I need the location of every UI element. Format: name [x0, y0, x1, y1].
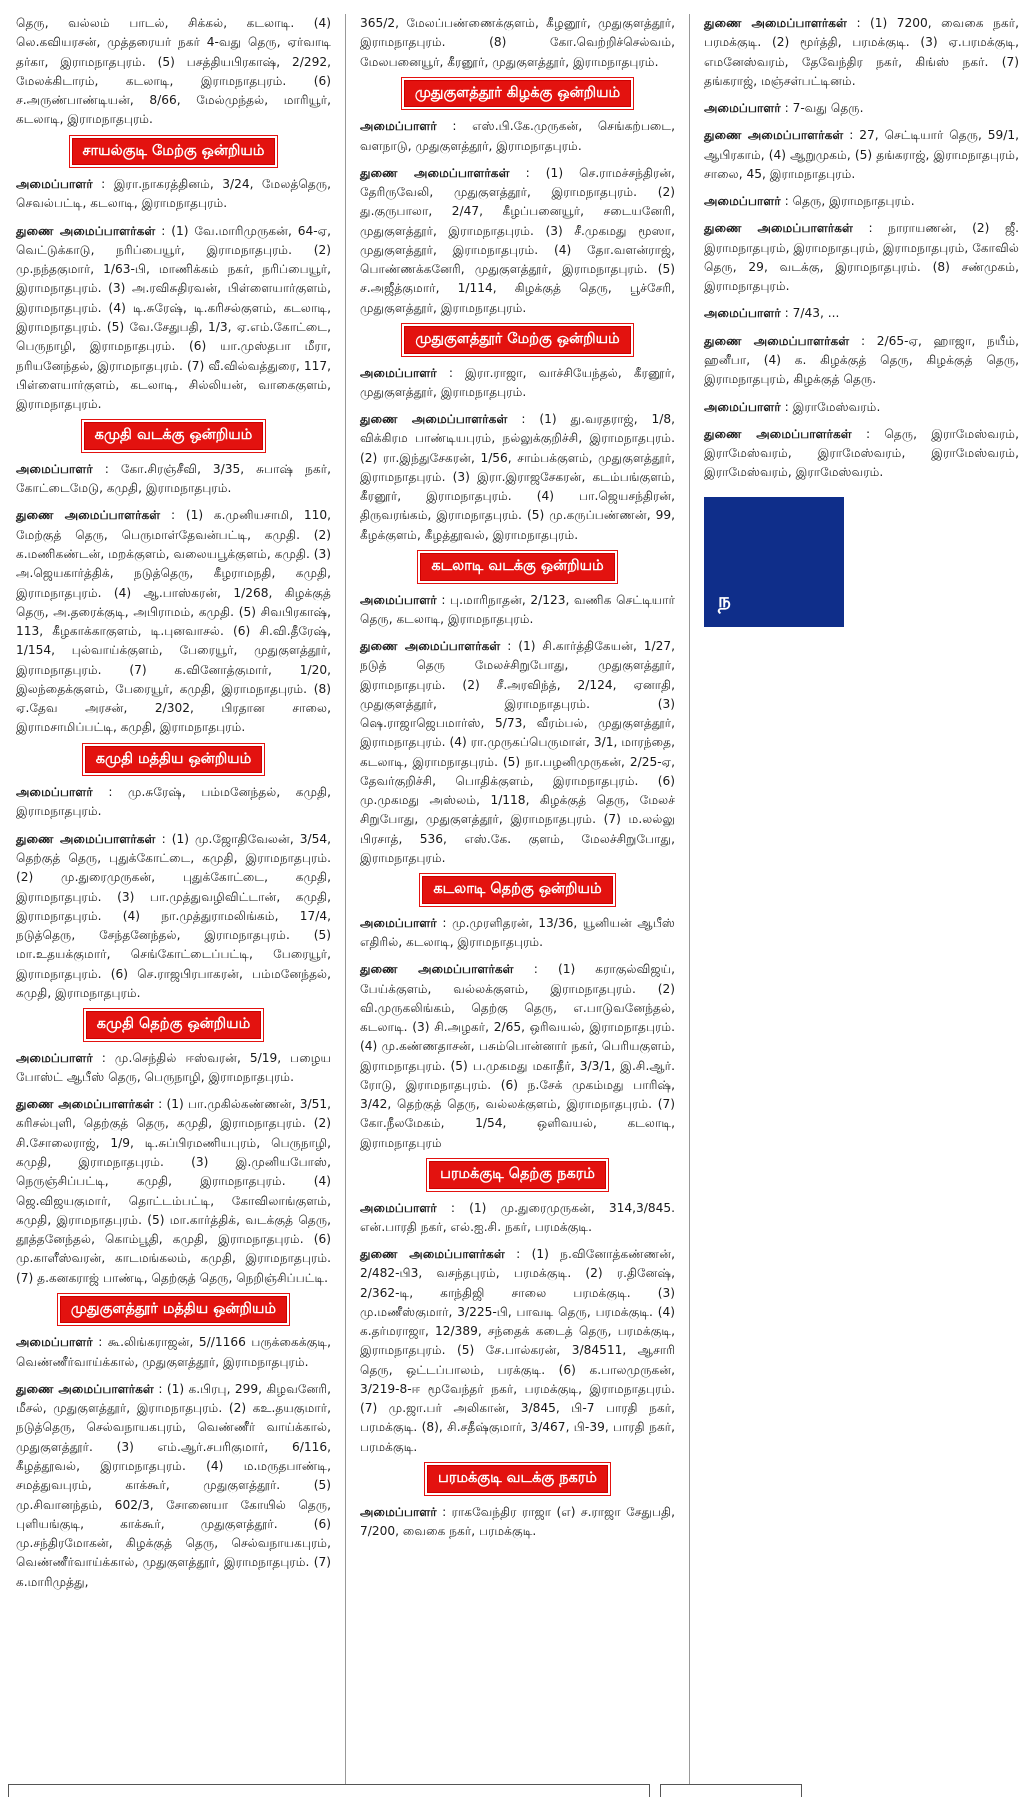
bottom-border	[8, 1784, 650, 1797]
section-heading-wrap	[16, 1011, 331, 1039]
paragraph-text: : ராகவேந்திர ராஜா (எ) ச.ராஜா சேதுபதி, 7/200, வைகை நகர், பரமக்குடி.	[360, 1504, 675, 1538]
paragraph	[16, 830, 331, 1003]
role-label: துணை அமைப்பாளர்கள்	[704, 221, 854, 236]
paragraph-text: : (1) ந.வினோத்கண்ணன், 2/482-பி3, வசந்தபுரம், பரமக்குடி. (2) ர.தினேஷ், 2/362-டி, காந்திஜி சாலை பரமக்குடி. (3) மு.மணீஸ்குமார், 3/225-பி, பாவடி தெரு, பரமக்குடி. (4) க.தர்மராஜா, 12/389, சந்தைக் கடைத் தெரு, பரமக்குடி, இராமநாதபுரம். (5) சே.பால்கரன், 3/84511, ஆசாரி தெரு, ஒட்டப்பாலம், பரக்குடி. (6) க.பாலமுருகன், 3/219-8-ஈ மூவேந்தர் நகர், பரமக்குடி, இராமநாதபுரம். (7) மு.ஜா.பர் அலிகான், 3/845, பி-7 பாரதி நகர், பரமக்குடி. (8), சி.சதீஷ்குமார், 3/467, பி-39, பாரதி நகர், பரமக்குடி.	[360, 1247, 675, 1454]
section-heading-wrap	[16, 1296, 331, 1324]
role-label: துணை அமைப்பாளர்கள்	[360, 165, 510, 180]
role-label: அமைப்பாளர்	[16, 1050, 93, 1065]
paragraph-text: : மு.முரளிதரன், 13/36, யூனியன் ஆபீஸ் எதிரில், கடலாடி, இராமநாதபுரம்.	[360, 915, 675, 950]
paragraph	[704, 192, 1019, 211]
paragraph	[704, 425, 1019, 483]
role-label: துணை அமைப்பாளர்கள்	[16, 831, 156, 846]
section-heading: முதுகுளத்தூர் கிழக்கு ஒன்றியம்	[404, 80, 631, 108]
paragraph	[360, 117, 675, 156]
role-label: அமைப்பாளர்	[704, 194, 781, 209]
column-3	[704, 14, 1019, 1784]
paragraph	[360, 164, 675, 318]
paragraph-text: தெரு, வல்லம் பாடல், சிக்கல், கடலாடி. (4) லெ.கவியரசன், முத்தரையர் நகர் 4-வது தெரு, ஏர்வாடி தர்கா, இராமநாதபுரம். (5) பசத்தியபிரகாஷ், 2/292, மேலக்கிடாரம், கடலாடி, இராமநாதபுரம். (6) ச.அருண்பாண்டியன், 8/66, மேல்முந்தல், மாரியூர், கடலாடி, இராமநாதபுரம்.	[16, 16, 331, 127]
paragraph	[16, 1095, 331, 1288]
role-label: அமைப்பாளர்	[16, 461, 93, 476]
paragraph	[16, 1333, 331, 1372]
paragraph	[360, 1199, 675, 1238]
paragraph-text: : (1) மு.துரைமுருகன், 314,3/845. என்.பாரதி நகர், எல்.ஐ.சி. நகர், பரமக்குடி.	[360, 1200, 675, 1234]
paragraph	[16, 222, 331, 415]
paragraph-text: : கூ.லிங்கராஜன், 5//1166 பருக்கைக்குடி, வெண்ணீர்வாய்க்கால், முதுகுளத்தூர், இராமநாதபுரம்.	[16, 1335, 331, 1369]
section-heading: கடலாடி தெற்கு ஒன்றியம்	[422, 876, 612, 904]
paragraph	[360, 410, 675, 545]
role-label: துணை அமைப்பாளர்கள்	[16, 1381, 154, 1396]
paragraph-text: : (1) க.முனியசாமி, 110, மேற்குத் தெரு, பெருமாள்தேவன்பட்டி, கமுதி. (2) க.மணிகண்டன், மறக்குளம், வலையபூக்குளம், கமுதி. (3) அ.ஜெயகார்த்திக், நடுத்தெரு, கீழராமநதி, கமுதி, இராமநாதபுரம். (4) ஆ.பாஸ்கரன், 1/268, கிழக்குத் தெரு, அ.தரைக்குடி, அபிராமம், கமுதி. (5) சிவபிரகாஷ், 113, கீழகாக்காகுளம், டி.புனவாசல். (6) சி.வி.தீரேஷ், 1/154, புல்வாய்க்குளம், பேரையூர், முதுகுளத்தூர், இராமநாதபுரம். (7) க.வினோத்குமார், 1/20, இலந்தைக்குளம், பேரையூர், கமுதி, இராமநாதபுரம். (8) ஏ.தேவ அரசன், 2/302, பிரதான சாலை, இராமசாமிப்பட்டி, கமுதி, இராமநாதபுரம்.	[16, 508, 331, 735]
section-heading: முதுகுளத்தூர் மத்திய ஒன்றியம்	[60, 1296, 287, 1324]
section-heading-wrap	[16, 422, 331, 450]
paragraph	[360, 960, 675, 1153]
role-label: துணை அமைப்பாளர்கள்	[360, 962, 514, 977]
section-heading: முதுகுளத்தூர் மேற்கு ஒன்றியம்	[404, 326, 630, 354]
section-heading-wrap	[360, 326, 675, 354]
role-label: துணை அமைப்பாளர்கள்	[360, 639, 501, 654]
role-label: அமைப்பாளர்	[704, 399, 781, 414]
paragraph	[704, 304, 1019, 323]
section-heading-wrap	[16, 746, 331, 774]
section-heading: பரமக்குடி வடக்கு நகரம்	[427, 1465, 608, 1493]
paragraph-text: : நாராயணன், (2) ஜீ. இராமநாதபுரம், இராமநாதபுரம், இராமநாதபுரம், கோவில் தெரு, 29, வடக்கு, இராமநாதபுரம். (8) சண்முகம், இராமநாதபுரம்.	[704, 221, 1019, 294]
paragraph	[360, 637, 675, 868]
paragraph-text: : 7-வது தெரு.	[780, 101, 864, 116]
role-label: துணை அமைப்பாளர்கள்	[704, 16, 847, 30]
role-label: துணை அமைப்பாளர்கள்	[16, 508, 161, 523]
paragraph	[16, 175, 331, 214]
role-label: துணை அமைப்பாளர்கள்	[360, 1247, 505, 1262]
paragraph-text: : (1) 7200, வைகை நகர், பரமக்குடி. (2) மூர்த்தி, பரமக்குடி. (3) ஏ.பரமக்குடி, எமனேஸ்வரம், தேவேந்திர நகர், கிங்ஸ் நகர். (7) தங்கராஜ், மஞ்சள்பட்டினம்.	[704, 16, 1019, 88]
paragraph-text: : இராமேஸ்வரம்.	[780, 399, 881, 414]
paragraph-text: : (1) செ.ராமச்சந்திரன், தேரிருவேலி, முதுகுளத்தூர், இராமநாதபுரம். (2) து.குருபாலா, 2/47, கீழப்பனையூர், சடையனேரி, முதுகுளத்தூர், இராமநாதபுரம். (3) சீ.முகமது மூஸா, முதுகுளத்தூர், இராமநாதபுரம். (4) தோ.வளன்ராஜ், பொண்ணக்கனேரி, முதுகுளத்தூர், இராமநாதபுரம். (5) ச.அஜீத்குமார், 1/114, கிழக்குத் தெரு, பூச்சேரி, முதுகுளத்தூர், இராமநாதபுரம்.	[360, 165, 675, 315]
paragraph	[704, 332, 1019, 390]
paragraph-text: : (1) சி.கார்த்திகேயன், 1/27, நடுத் தெரு மேலச்சிறுபோது, முதுகுளத்தூர், இராமநாதபுரம். (2) சீ.அரவிந்த், 2/124, ஏனாதி, முதுகுளத்தூர், இராமநாதபுரம். (3) ஷெ.ராஜாஜெபமார்ஸ், 5/73, வீரம்பல், முதுகுளத்தூர், இராமநாதபுரம். (4) ரா.முருகப்பெருமாள், 3/1, மாரந்தை, கடலாடி, இராமநாதபுரம். (5) நா.பழனிமுருகன், 2/25-ஏ, தேவர்குறிச்சி, பொதிக்குளம், இராமநாதபுரம். (6) மு.முகமது அஸ்லம், 1/118, கிழக்குத் தெரு, மேலச் சிறுபோது, முதுகுளத்தூர், இராமநாதபுரம். (7) ம.லல்லு பிரசாத், 536, எஸ்.கே. குளம், மேலச்சிறுபோது, இராமநாதபுரம்.	[360, 639, 675, 865]
section-heading-wrap	[360, 1161, 675, 1189]
paragraph	[360, 364, 675, 403]
paragraph	[704, 99, 1019, 118]
paragraph	[704, 398, 1019, 417]
section-heading-wrap	[16, 138, 331, 166]
paragraph-text: : (1) கராகுல்விஜய், பேய்க்குளம், வல்லக்குளம், இராமநாதபுரம். (2) வி.முருகலிங்கம், தெற்கு தெரு, எ.பாடுவனேந்தல், கடலாடி. (3) சி.அழகர், 2/65, ஒரிவயல், இராமநாதபுரம். (4) மு.கண்ணதாசன், பசும்பொன்னார் நகர், பெரியகுளம், இராமநாதபுரம். (5) ப.முகமது மகாதீர், 3/3/1, இ.சி.ஆர். ரோடு, இராமநாதபுரம். (6) ந.சேக் முகம்மது பாரிஷ், 3/42, தெற்குத் தெரு, வல்லக்குளம், இராமநாதபுரம். (7) கோ.நீலமேகம், 1/54, ஒளிவயல், கடலாடி, இராமநாதபுரம்	[360, 962, 676, 1150]
paragraph	[16, 14, 331, 130]
paragraph-text: : இரா.ராஜா, வாச்சியேந்தல், கீரனூர், முதுகுளத்தூர், இராமநாதபுரம்.	[360, 365, 675, 399]
paragraph-text: : பு.மாரிநாதன், 2/123, வணிக செட்டியார் தெரு, கடலாடி, இராமநாதபுரம்.	[360, 592, 675, 626]
role-label: அமைப்பாளர்	[704, 101, 781, 116]
paragraph	[16, 506, 331, 737]
paragraph	[360, 591, 675, 630]
paragraph	[704, 126, 1019, 184]
paragraph	[704, 14, 1019, 91]
role-label: துணை அமைப்பாளர்கள்	[704, 128, 844, 143]
paragraph-text: 365/2, மேலப்பண்ணைக்குளம், கீழனூர், முதுகுளத்தூர், இராமநாதபுரம். (8) கோ.வெற்றிச்செல்வம், மேலபனையூர், கீரனூர், முதுகுளத்தூர், இராமநாதபுரம்.	[360, 16, 675, 69]
section-heading: கமுதி தெற்கு ஒன்றியம்	[86, 1011, 262, 1039]
paragraph-text: : மு.சுரேஷ், பம்மனேந்தல், கமுதி, இராமநாதபுரம்.	[16, 785, 331, 819]
paragraph-text: : மு.செந்தில் ஈஸ்வரன், 5/19, பழைய போஸ்ட் ஆபீஸ் தெரு, பெருநாழி, இராமநாதபுரம்.	[16, 1050, 331, 1084]
paragraph	[16, 1380, 331, 1592]
paragraph-text: : 7/43, ...	[780, 306, 840, 321]
paragraph-text: : தெரு, இராமேஸ்வரம், இராமேஸ்வரம், இராமேஸ்வரம், இராமேஸ்வரம், இராமேஸ்வரம், இராமேஸ்வரம்.	[704, 426, 1019, 480]
paragraph	[704, 219, 1019, 296]
role-label: அமைப்பாளர்	[360, 119, 437, 134]
paragraph-text: : (1) து.வரதராஜ், 1/8, விக்கிரம பாண்டியபுரம், நல்லுக்குறிச்சி, இராமநாதபுரம். (2) ரா.இந்துசேகரன், 1/56, சாம்பக்குளம், முதுகுளத்தூர், இராமநாதபுரம். (3) இரா.இராஜசேகரன், கடம்பங்குளம், கீரனூர், இராமநாதபுரம். (4) பா.ஜெயசந்திரன், திருவரங்கம், இராமநாதபுரம். (5) மு.கருப்பண்ணன், 99, கீழக்குளம், கீழத்தூவல், இராமநாதபுரம்.	[360, 412, 676, 542]
role-label: துணை அமைப்பாளர்கள்	[16, 1097, 154, 1112]
section-heading: கடலாடி வடக்கு ஒன்றியம்	[420, 553, 614, 581]
role-label: அமைப்பாளர்	[360, 592, 437, 607]
paragraph	[16, 783, 331, 822]
column-1	[16, 14, 331, 1784]
role-label: அமைப்பாளர்	[16, 785, 93, 800]
role-label: அமைப்பாளர்	[360, 1200, 437, 1215]
paragraph-text: : (1) பா.முகில்கண்ணன், 3/51, கரிசல்புளி, தெற்குத் தெரு, கமுதி, இராமநாதபுரம். (2) சி.சோலைராஜ், 1/9, டி.சுப்பிரமணியபுரம், பெருநாழி, கமுதி, இராமநாதபுரம். (3) இ.முனியபோஸ், நெருஞ்சிப்பட்டி, கமுதி, இராமநாதபுரம். (4) ஜெ.விஜயகுமார், தொட்டம்பட்டி, கோவிலாங்குளம், கமுதி, இராமநாதபுரம். (5) மா.கார்த்திக், வடக்குத் தெரு, தூத்தனேந்தல், கொம்பூதி, கமுதி, இராமநாதபுரம். (6) மு.காளீஸ்வரன், காடமங்கலம், கமுதி, இராமநாதபுரம். (7) த.கனகராஜ் பாண்டி, தெற்குத் தெரு, நெறிஞ்சிப்பட்டி.	[16, 1097, 331, 1285]
role-label: துணை அமைப்பாளர்கள்	[16, 223, 156, 238]
paragraph	[360, 1503, 675, 1542]
role-label: அமைப்பாளர்	[360, 1504, 437, 1519]
paragraph	[16, 1049, 331, 1088]
paragraph-text: : கோ.சிரஞ்சீவி, 3/35, சுபாஷ் நகர், கோட்டைமேடு, கமுதி, இராமநாதபுரம்.	[16, 461, 331, 496]
paragraph	[16, 460, 331, 499]
advertisement-text: ந	[718, 587, 731, 612]
column-divider	[689, 14, 690, 1784]
role-label: அமைப்பாளர்	[360, 365, 437, 380]
section-heading-wrap	[360, 876, 675, 904]
advertisement-block	[704, 497, 844, 627]
role-label: அமைப்பாளர்	[360, 915, 437, 930]
newspaper-page	[16, 14, 1019, 1784]
role-label: அமைப்பாளர்	[16, 177, 93, 192]
paragraph-text: : 2/65-ஏ, ஹாஜா, நயீம், ஹனீபா, (4) க. கிழக்குத் தெரு, கிழக்குத் தெரு, இராமநாதபுரம், கிழக்குத் தெரு.	[704, 333, 1019, 387]
paragraph-text: : எஸ்.பி.கே.முருகன், செங்கற்படை, வளநாடு, முதுகுளத்தூர், இராமநாதபுரம்.	[360, 119, 675, 153]
paragraph	[360, 914, 675, 953]
role-label: அமைப்பாளர்	[704, 306, 781, 321]
paragraph-text: : (1) க.பிரபு, 299, கிழவனேரி, மீசல், முதுகுளத்தூர், இராமநாதபுரம். (2) கஉ.தயகுமார், நடுத்தெரு, செல்வநாயகபுரம், வெண்ணீர் வாய்க்கால், முதுகுளத்தூர். (3) எம்.ஆர்.சபரிகுமார், 6/116, கீழத்தூவல், இராமநாதபுரம். (4) ம.மருதபாண்டி, சமத்துவபுரம், காக்கூர், முதுகுளத்தூர். (5) மு.சிவானந்தம், 602/3, சோனையா கோயில் தெரு, புளியங்குடி, காக்கூர், முதுகுளத்தூர். (6) மு.சந்திரமோகன், கிழக்குத் தெரு, செல்வநாயகபுரம், வெண்ணீர்வாய்க்கால், முதுகுளத்தூர், இராமநாதபுரம். (7) க.மாரிமுத்து,	[16, 1381, 331, 1589]
paragraph-text: : 27, செட்டியார் தெரு, 59/1, ஆபிரகாம், (4) ஆறுமுகம், (5) தங்கராஜ், இராமநாதபுரம், சாலை, 45, இராமநாதபுரம்.	[704, 128, 1019, 181]
role-label: துணை அமைப்பாளர்கள்	[704, 333, 850, 348]
column-2	[360, 14, 675, 1784]
section-heading: கமுதி வடக்கு ஒன்றியம்	[84, 422, 264, 450]
section-heading: பரமக்குடி தெற்கு நகரம்	[429, 1161, 606, 1189]
role-label: துணை அமைப்பாளர்கள்	[360, 412, 508, 427]
paragraph-text: : (1) மு.ஜோதிவேலன், 3/54, தெற்குத் தெரு, புதுக்கோட்டை, கமுதி, இராமநாதபுரம். (2) மு.துரைமுருகன், புதுக்கோட்டை, கமுதி, இராமநாதபுரம். (3) பா.முத்துவழிவிட்டான், கமுதி, இராமநாதபுரம். (4) நா.முத்துராமலிங்கம், 17/4, நடுத்தெரு, சேந்தனேந்தல், இராமநாதபுரம். (5) மா.உதயக்குமார், செங்கோட்டைப்பட்டி, பேரையூர், இராமநாதபுரம். (6) செ.ராஜபிரபாகரன், பம்மனேந்தல், கமுதி, இராமநாதபுரம்.	[16, 831, 331, 1000]
role-label: அமைப்பாளர்	[16, 1335, 93, 1350]
paragraph-text: : இரா.நாகரத்தினம், 3/24, மேலத்தெரு, செவல்பட்டி, கடலாடி, இராமநாதபுரம்.	[16, 177, 331, 211]
section-heading: சாயல்குடி மேற்கு ஒன்றியம்	[72, 138, 276, 166]
paragraph	[360, 14, 675, 72]
column-divider	[345, 14, 346, 1784]
section-heading-wrap	[360, 80, 675, 108]
section-heading: கமுதி மத்திய ஒன்றியம்	[85, 746, 263, 774]
paragraph-text: : (1) வே.மாரிமுருகன், 64-ஏ, வெட்டுக்காடு, நரிப்பையூர், இராமநாதபுரம். (2) மு.நந்தகுமார், 1/63-பி, மாணிக்கம் நகர், நரிப்பையூர், இராமநாதபுரம். (3) அ.ரவிசுதிரவன், பிள்ளையார்குளம், இராமநாதபுரம். (4) டி.சுரேஷ், டி.கரிசல்குளம், கடலாடி, இராமநாதபுரம். (5) வே.சேதுபதி, 1/3, ஏ.எம்.கோட்டை, பெருநாழி, இராமநாதபுரம். (6) யா.முஸ்தபா மீரா, நரியனேந்தல், இராமநாதபுரம். (7) வீ.வில்வத்துரை, 117, பிள்ளையார்குளம், கடலாடி, சில்லியன், வாகைகுளம், இராமநாதபுரம்.	[16, 223, 331, 412]
section-heading-wrap	[360, 553, 675, 581]
role-label: துணை அமைப்பாளர்கள்	[704, 426, 852, 441]
paragraph-text: : தெரு, இராமநாதபுரம்.	[780, 194, 915, 209]
bottom-border	[660, 1784, 802, 1797]
paragraph	[360, 1245, 675, 1457]
section-heading-wrap	[360, 1465, 675, 1493]
